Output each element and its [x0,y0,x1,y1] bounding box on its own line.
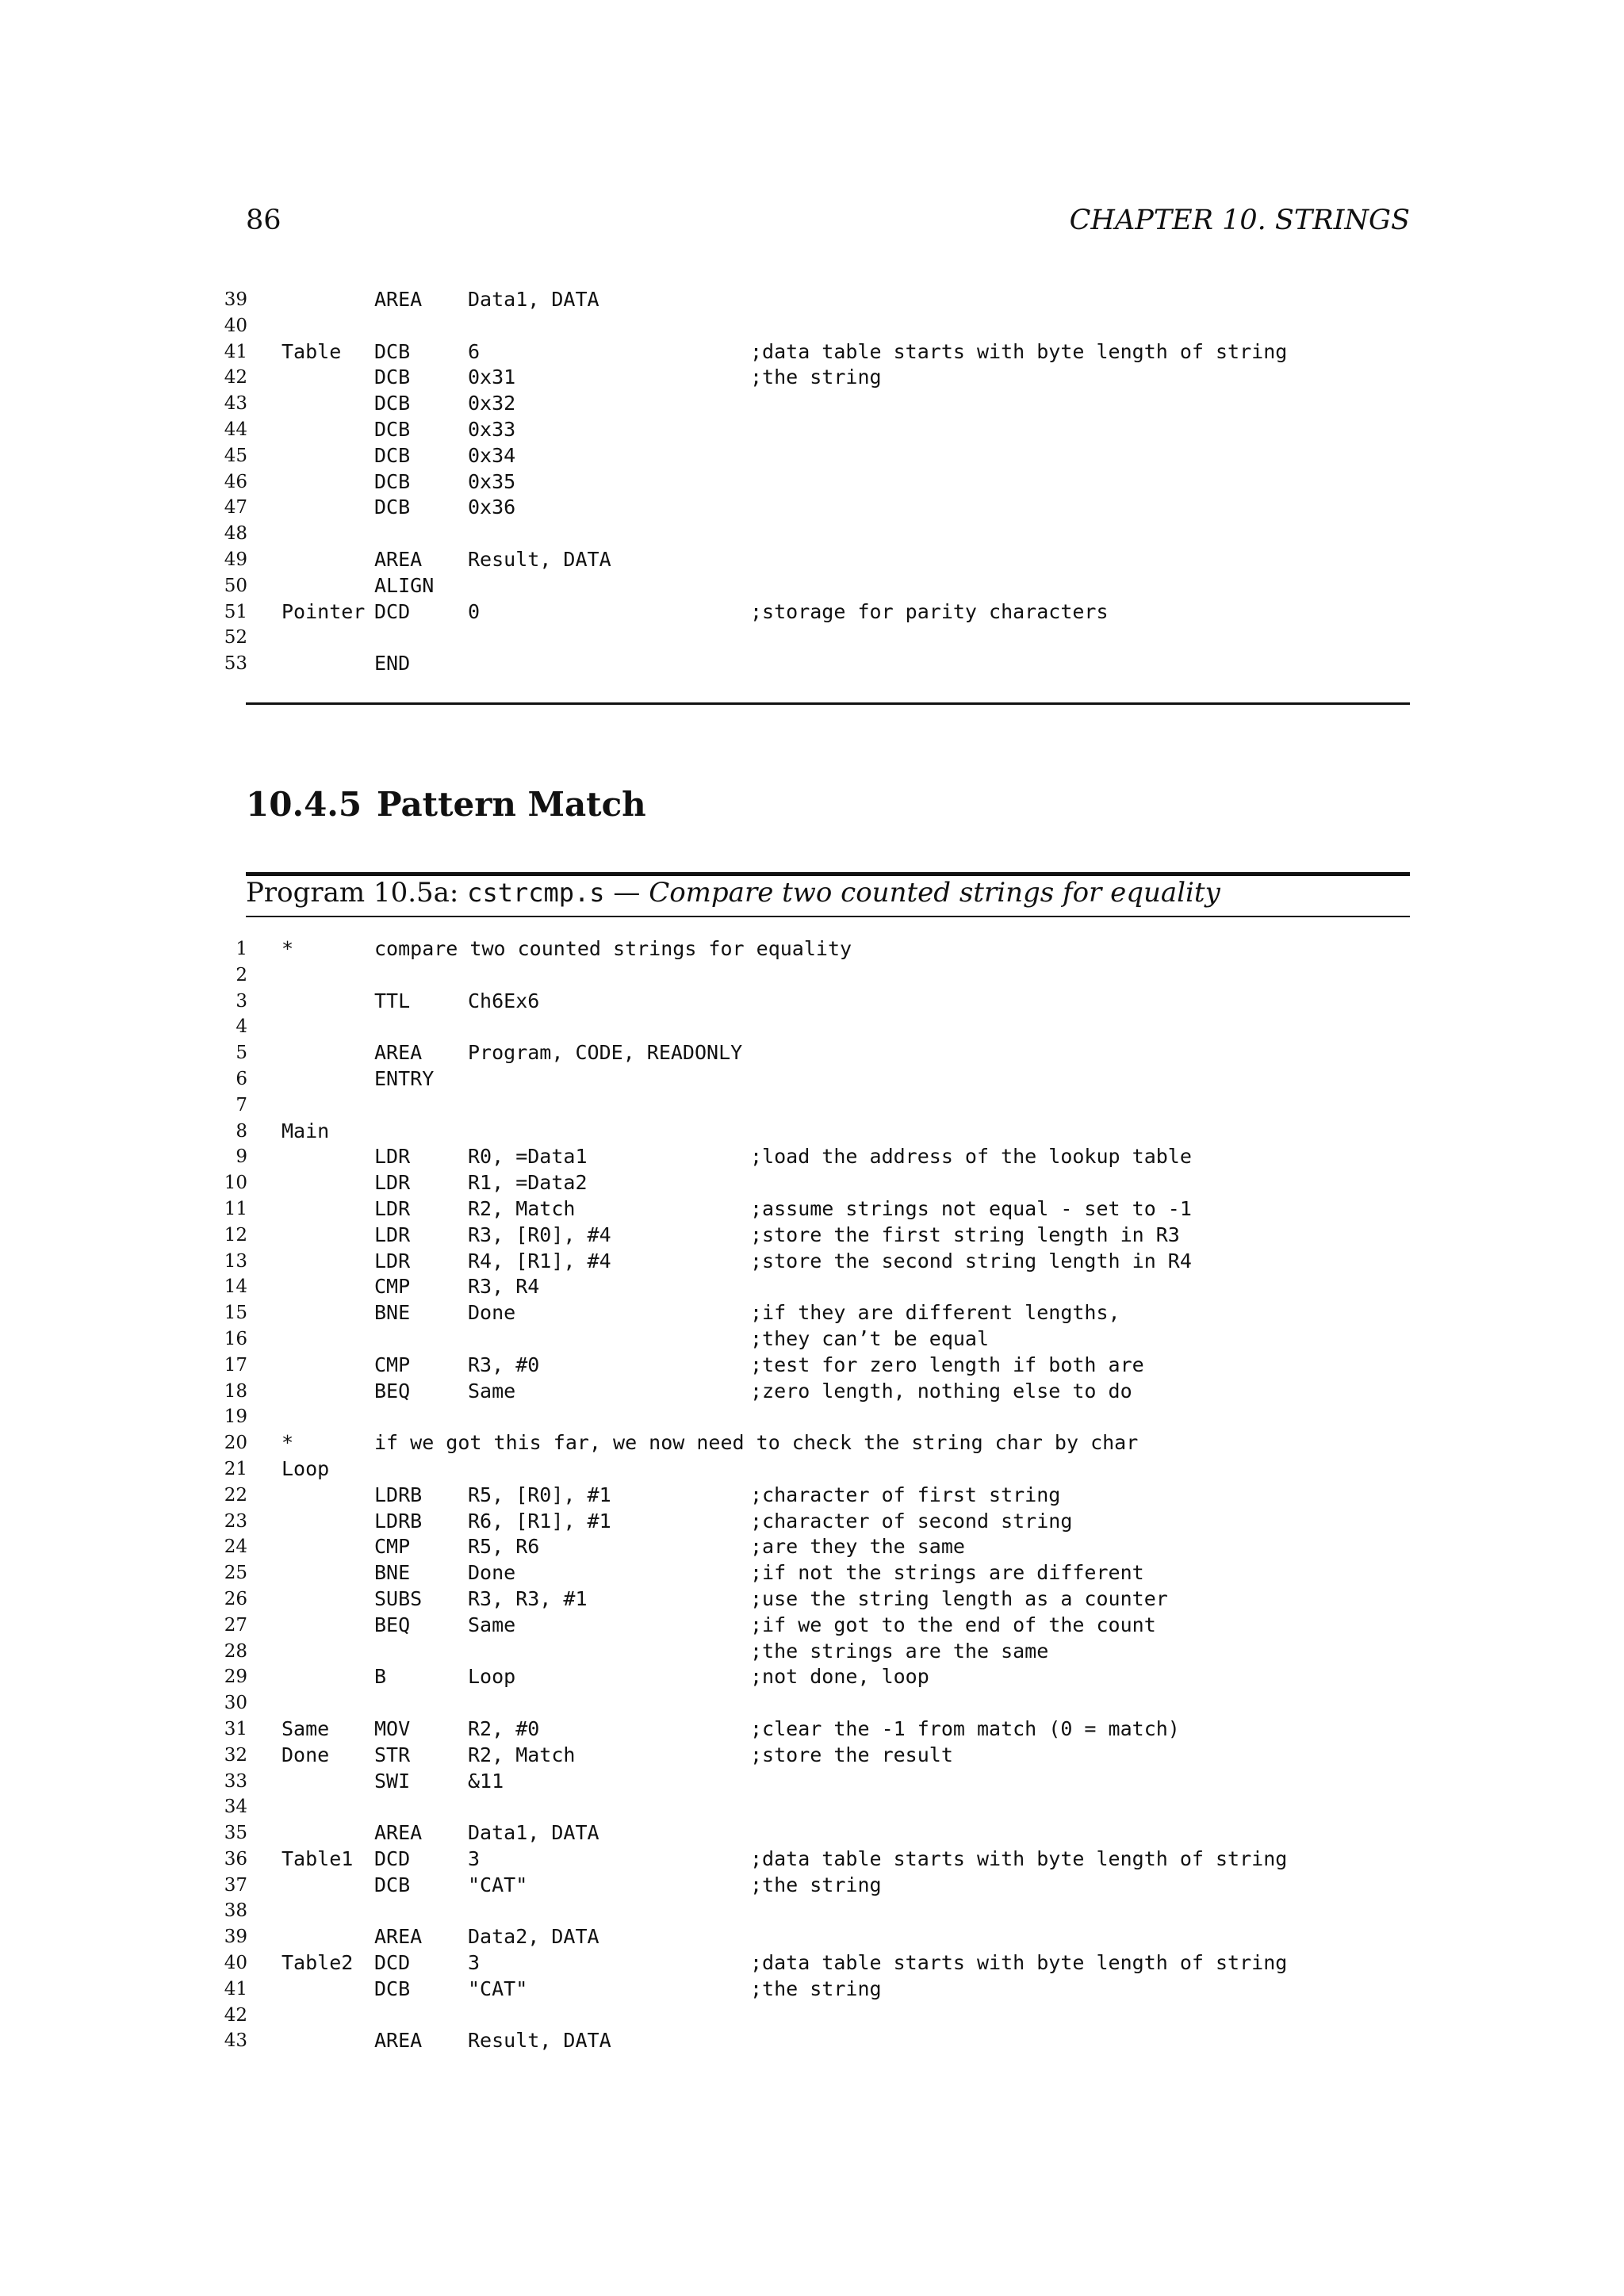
line-number: 3 [236,990,247,1012]
code-opcode: if we got this far, we now need to check the string char by char [374,1431,1139,1455]
code-operands: Loop [468,1665,516,1689]
code-opcode: DCD [374,599,411,623]
code-operands: R3, [R0], #4 [468,1223,611,1246]
line-number: 8 [236,1120,247,1142]
line-number: 41 [224,341,247,362]
code-line [214,1690,1411,1716]
code-comment: ;data table starts with byte length of string [750,339,1288,363]
code-operands: 0 [468,599,481,623]
code-comment: ;load the address of the lookup table [750,1145,1192,1169]
code-line [214,1119,1411,1145]
code-label: * [282,1431,294,1455]
line-number: 35 [224,1823,247,1844]
code-label: * [282,937,294,960]
code-line [214,365,1411,391]
code-comment: ;the string [750,1976,882,2000]
line-number: 4 [236,1016,247,1038]
code-line [214,287,1411,313]
code-comment: ;test for zero length if both are [750,1353,1144,1376]
code-line [214,1170,1411,1196]
code-opcode: BEQ [374,1613,411,1636]
code-comment: ;if they are different lengths, [750,1301,1120,1325]
code-opcode: compare two counted strings for equality [374,937,852,960]
code-opcode: ENTRY [374,1066,435,1090]
line-number: 40 [224,315,247,336]
code-comment: ;store the first string length in R3 [750,1223,1180,1246]
line-number: 5 [236,1043,247,1064]
code-operands: R5, R6 [468,1535,540,1559]
code-opcode: AREA [374,288,423,311]
code-operands: Done [468,1561,516,1585]
section-title: Pattern Match [377,785,646,824]
code-line [214,1483,1411,1509]
line-number: 43 [224,2030,247,2052]
line-number: 44 [224,419,247,440]
code-opcode: AREA [374,547,423,571]
code-opcode: CMP [374,1275,411,1299]
code-line [214,1586,1411,1613]
code-label: Main [282,1119,330,1142]
code-line [214,1014,1411,1040]
line-number: 45 [224,445,247,466]
line-number: 1 [236,939,247,959]
code-opcode: BNE [374,1561,411,1585]
code-comment: ;assume strings not equal - set to -1 [750,1196,1192,1220]
code-line [214,1639,1411,1665]
code-opcode: DCB [374,392,411,415]
line-number: 21 [224,1458,247,1479]
code-line [214,1664,1411,1690]
code-opcode: DCB [374,469,411,493]
code-operands: Done [468,1301,516,1325]
code-line [214,1274,1411,1300]
caption-dash: — [604,877,649,909]
code-line [214,1404,1411,1430]
code-line [214,1430,1411,1456]
code-opcode: DCB [374,496,411,519]
code-operands: Same [468,1379,516,1402]
code-opcode: DCB [374,417,411,441]
code-opcode: DCD [374,1846,411,1870]
line-number: 34 [224,1797,247,1818]
code-line [214,1846,1411,1873]
code-operands: R2, Match [468,1196,576,1220]
line-number: 22 [224,1484,247,1506]
page-number: 86 [246,205,282,236]
line-number: 39 [224,289,247,310]
code-operands: Result, DATA [468,547,611,571]
line-number: 49 [224,549,247,570]
program-label: Program 10.5a: [246,877,468,909]
code-operands: Program, CODE, READONLY [468,1041,743,1065]
code-line [214,1509,1411,1535]
code-line [214,443,1411,469]
listing-end-rule [246,702,1410,705]
code-operands: R1, =Data2 [468,1171,588,1195]
code-opcode: DCB [374,1976,411,2000]
code-operands: R3, #0 [468,1353,540,1376]
code-opcode: SWI [374,1769,411,1793]
code-line [214,989,1411,1015]
line-number: 31 [224,1718,247,1739]
line-number: 13 [224,1250,247,1272]
code-opcode: DCB [374,443,411,467]
line-number: 7 [236,1094,247,1115]
line-number: 52 [224,627,247,649]
code-line [214,1716,1411,1743]
code-opcode: AREA [374,1041,423,1065]
code-operands: Same [468,1613,516,1636]
code-label: Table [282,339,342,363]
section-number: 10.4.5 [246,785,362,824]
code-opcode: STR [374,1743,411,1766]
code-comment: ;are they the same [750,1535,965,1559]
code-operands: R2, #0 [468,1716,540,1740]
code-label: Done [282,1743,330,1766]
code-line [214,1353,1411,1379]
code-line [214,1976,1411,2003]
program-filename: cstrcmp.s [467,878,605,908]
code-operands: 0x33 [468,417,516,441]
code-line [214,1223,1411,1249]
code-line [214,936,1411,962]
code-line [214,391,1411,417]
line-number: 12 [224,1224,247,1246]
line-number: 48 [224,523,247,545]
code-opcode: CMP [374,1353,411,1376]
line-number: 25 [224,1563,247,1584]
main-code-listing [214,936,1411,2054]
line-number: 27 [224,1614,247,1636]
code-operands: &11 [468,1769,504,1793]
program-caption-rule [246,916,1410,917]
code-line [214,313,1411,339]
line-number: 18 [224,1380,247,1402]
line-number: 16 [224,1328,247,1349]
code-label: Same [282,1716,330,1740]
code-opcode: DCB [374,339,411,363]
line-number: 42 [224,367,247,388]
code-comment: ;character of second string [750,1509,1073,1533]
line-number: 50 [224,575,247,596]
code-line [214,573,1411,599]
code-line [214,1456,1411,1483]
code-operands: Result, DATA [468,2029,611,2053]
line-number: 51 [224,601,247,622]
code-line [214,1326,1411,1353]
code-opcode: LDRB [374,1509,423,1533]
line-number: 32 [224,1744,247,1766]
code-comment: ;they can’t be equal [750,1326,990,1350]
program-caption [246,877,1220,909]
line-number: 14 [224,1276,247,1298]
program-description: Compare two counted strings for equality [649,877,1220,909]
code-line [214,1300,1411,1326]
code-line [214,1196,1411,1223]
code-line [214,521,1411,547]
code-line [214,1249,1411,1275]
code-line [214,1144,1411,1170]
line-number: 17 [224,1354,247,1376]
line-number: 39 [224,1927,247,1948]
code-opcode: END [374,652,411,675]
line-number: 37 [224,1874,247,1896]
code-line [214,1613,1411,1639]
code-comment: ;store the result [750,1743,953,1766]
code-opcode: BNE [374,1301,411,1325]
code-opcode: AREA [374,1821,423,1845]
code-comment: ;data table starts with byte length of string [750,1846,1288,1870]
section-heading [246,785,646,824]
line-number: 30 [224,1693,247,1714]
code-opcode: LDR [374,1171,411,1195]
code-opcode: B [374,1665,387,1689]
code-line [214,1093,1411,1119]
line-number: 29 [224,1667,247,1688]
code-line [214,1820,1411,1846]
code-line [214,1379,1411,1405]
line-number: 19 [224,1406,247,1428]
code-comment: ;if we got to the end of the count [750,1613,1156,1636]
code-line [214,1794,1411,1820]
code-label: Table1 [282,1846,354,1870]
code-opcode: DCD [374,1951,411,1975]
line-number: 46 [224,471,247,492]
code-opcode: DCB [374,365,411,389]
code-line [214,2028,1411,2054]
line-number: 9 [236,1146,247,1168]
code-comment: ;character of first string [750,1483,1061,1506]
code-comment: ;clear the -1 from match (0 = match) [750,1716,1180,1740]
code-line [214,1950,1411,1976]
code-operands: R2, Match [468,1743,576,1766]
code-line [214,962,1411,989]
line-number: 10 [224,1173,247,1194]
code-line [214,417,1411,443]
code-opcode: MOV [374,1716,411,1740]
code-line [214,1534,1411,1560]
code-operands: "CAT" [468,1873,528,1896]
code-comment: ;the string [750,365,882,389]
line-number: 28 [224,1640,247,1662]
code-operands: R5, [R0], #1 [468,1483,611,1506]
code-operands: R6, [R1], #1 [468,1509,611,1533]
code-opcode: AREA [374,1925,423,1949]
code-comment: ;use the string length as a counter [750,1586,1168,1610]
code-opcode: ALIGN [374,573,435,597]
program-top-rule [246,872,1410,876]
code-operands: Data1, DATA [468,288,599,311]
code-comment: ;data table starts with byte length of string [750,1951,1288,1975]
code-operands: Data1, DATA [468,1821,599,1845]
code-operands: R3, R3, #1 [468,1586,588,1610]
code-line [214,1898,1411,1924]
code-operands: "CAT" [468,1976,528,2000]
line-number: 6 [236,1068,247,1089]
code-opcode: LDR [374,1196,411,1220]
code-line [214,625,1411,651]
line-number: 20 [224,1433,247,1454]
code-line [214,495,1411,521]
line-number: 24 [224,1536,247,1558]
code-comment: ;not done, loop [750,1665,929,1689]
code-label: Table2 [282,1951,354,1975]
code-operands: 0x34 [468,443,516,467]
code-line [214,469,1411,496]
line-number: 2 [236,964,247,985]
code-comment: ;store the second string length in R4 [750,1249,1192,1272]
code-line [214,1560,1411,1586]
code-line [214,1924,1411,1950]
code-opcode: BEQ [374,1379,411,1402]
code-opcode: LDR [374,1249,411,1272]
code-line [214,339,1411,365]
line-number: 11 [224,1198,247,1219]
code-opcode: SUBS [374,1586,423,1610]
line-number: 42 [224,2004,247,2026]
line-number: 26 [224,1588,247,1609]
code-operands: 6 [468,339,481,363]
code-line [214,1769,1411,1795]
code-line [214,1066,1411,1093]
line-number: 41 [224,1978,247,1999]
line-number: 47 [224,497,247,519]
code-line [214,2003,1411,2029]
code-line [214,651,1411,677]
code-line [214,547,1411,573]
line-number: 53 [224,653,247,675]
line-number: 38 [224,1900,247,1922]
code-comment: ;zero length, nothing else to do [750,1379,1132,1402]
line-number: 36 [224,1848,247,1869]
code-operands: Ch6Ex6 [468,989,540,1012]
code-opcode: CMP [374,1535,411,1559]
code-operands: R0, =Data1 [468,1145,588,1169]
top-code-listing [214,287,1411,677]
line-number: 15 [224,1303,247,1324]
code-operands: 0x31 [468,365,516,389]
code-operands: R3, R4 [468,1275,540,1299]
code-opcode: LDR [374,1223,411,1246]
running-head: CHAPTER 10. STRINGS [1069,205,1410,236]
line-number: 40 [224,1953,247,1974]
code-operands: 0x36 [468,496,516,519]
code-operands: Data2, DATA [468,1925,599,1949]
line-number: 43 [224,393,247,415]
code-line [214,1873,1411,1899]
code-comment: ;if not the strings are different [750,1561,1144,1585]
code-opcode: LDRB [374,1483,423,1506]
code-line [214,1743,1411,1769]
code-opcode: TTL [374,989,411,1012]
code-operands: 0x32 [468,392,516,415]
line-number: 33 [224,1770,247,1792]
code-operands: 3 [468,1951,481,1975]
code-opcode: LDR [374,1145,411,1169]
code-operands: 3 [468,1846,481,1870]
code-label: Loop [282,1456,330,1480]
code-label: Pointer [282,599,366,623]
code-opcode: DCB [374,1873,411,1896]
code-line [214,1040,1411,1066]
code-comment: ;storage for parity characters [750,599,1109,623]
line-number: 23 [224,1510,247,1532]
code-opcode: AREA [374,2029,423,2053]
code-line [214,599,1411,626]
code-comment: ;the string [750,1873,882,1896]
code-operands: 0x35 [468,469,516,493]
code-operands: R4, [R1], #4 [468,1249,611,1272]
code-comment: ;the strings are the same [750,1639,1049,1663]
